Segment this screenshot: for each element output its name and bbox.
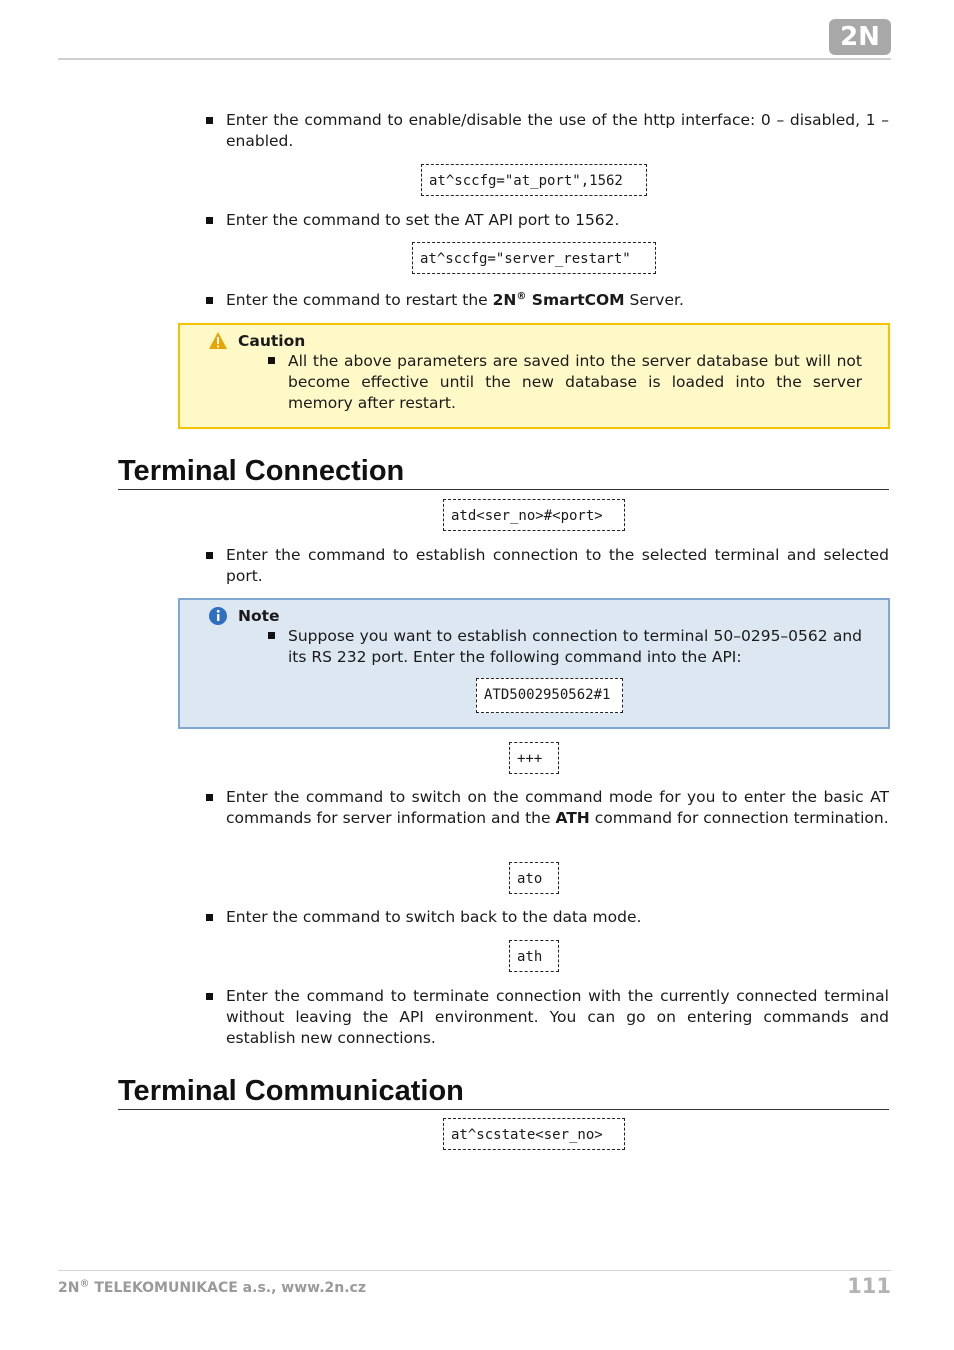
code-block: +++ bbox=[509, 742, 559, 774]
bullet-icon bbox=[206, 552, 213, 559]
bullet-icon bbox=[268, 632, 275, 639]
bullet-icon bbox=[206, 297, 213, 304]
list-item bbox=[206, 290, 889, 311]
list-item bbox=[206, 210, 889, 231]
bullet-icon bbox=[206, 914, 213, 921]
list-item bbox=[206, 545, 889, 587]
caution-text: All the above parameters are saved into the server database but will not become effective until the new database is loaded into the server memory after restart. bbox=[288, 352, 862, 412]
list-item-text: Enter the command to switch on the command mode for you to enter the basic AT commands for server information and the ATH command for connection termination. bbox=[226, 788, 889, 827]
code-block: ato bbox=[509, 862, 559, 894]
list-item bbox=[206, 110, 889, 152]
info-icon bbox=[208, 606, 228, 626]
bullet-icon bbox=[206, 217, 213, 224]
code-block: ATD5002950562#1 bbox=[476, 678, 623, 713]
section-heading: Terminal Communication bbox=[118, 1073, 889, 1110]
caution-title: Caution bbox=[238, 332, 306, 350]
bullet-icon bbox=[206, 993, 213, 1000]
caution-box bbox=[178, 323, 890, 429]
bullet-icon bbox=[268, 357, 275, 364]
code-block: atd<ser_no>#<port> bbox=[443, 499, 625, 531]
list-item bbox=[206, 907, 889, 928]
list-item-text: Enter the command to enable/disable the use of the http interface: 0 – disabled, 1 – enabled. bbox=[226, 111, 889, 150]
list-item-text: Enter the command to set the AT API port to 1562. bbox=[226, 211, 620, 229]
page-number: 111 bbox=[847, 1274, 891, 1298]
code-block: at^sccfg="server_restart" bbox=[412, 242, 656, 274]
code-block: ath bbox=[509, 940, 559, 972]
footer-company: 2N® TELEKOMUNIKACE a.s., www.2n.cz bbox=[58, 1278, 366, 1296]
list-item bbox=[206, 787, 889, 829]
footer-rule bbox=[58, 1270, 891, 1271]
note-title: Note bbox=[238, 607, 280, 625]
list-item-text: Enter the command to switch back to the data mode. bbox=[226, 908, 642, 926]
note-text: Suppose you want to establish connection to terminal 50–0295–0562 and its RS 232 port. Enter the following command into the API: bbox=[288, 627, 862, 666]
bullet-icon bbox=[206, 117, 213, 124]
caution-item bbox=[268, 351, 862, 414]
brand-logo: 2N bbox=[829, 19, 891, 55]
list-item bbox=[206, 986, 889, 1049]
warning-icon bbox=[208, 331, 228, 351]
note-item bbox=[268, 626, 862, 668]
section-heading: Terminal Connection bbox=[118, 453, 889, 490]
list-item-text: Enter the command to establish connection to the selected terminal and selected port. bbox=[226, 546, 889, 585]
code-block: at^sccfg="at_port",1562 bbox=[421, 164, 647, 196]
bullet-icon bbox=[206, 794, 213, 801]
list-item-text: Enter the command to terminate connection with the currently connected terminal without leaving the API environment. You can go on entering commands and establish new connections. bbox=[226, 987, 889, 1047]
header-rule bbox=[58, 58, 891, 60]
code-block: at^scstate<ser_no> bbox=[443, 1118, 625, 1150]
note-box bbox=[178, 598, 890, 729]
list-item-text: Enter the command to restart the 2N® SmartCOM Server. bbox=[226, 290, 684, 309]
